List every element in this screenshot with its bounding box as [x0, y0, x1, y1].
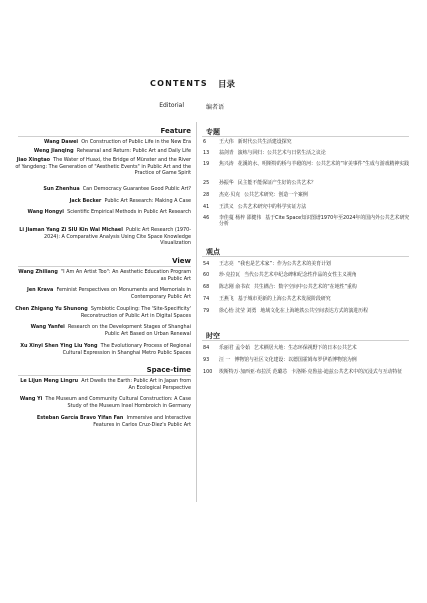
section-feature-en: Feature [160, 127, 191, 135]
page-number: 13 [203, 150, 210, 156]
contents-heading-zh: 目录 [218, 80, 236, 90]
toc-entry-en[interactable] [15, 396, 191, 409]
entry-title: 地域文化在上海地铁公共空间表达方式的演进历程 [260, 308, 368, 314]
entry-authors: 焦兴涛 [219, 161, 234, 167]
entry-title: 基于城市更新的上海公共艺术发展阶段研究 [237, 296, 331, 302]
entry-authors: 翁剑青 [219, 150, 234, 156]
toc-entry-en[interactable] [15, 198, 191, 205]
entry-title: 艺术栖居大地：生态环保视野下的日本公共艺术 [253, 345, 357, 351]
entry-authors: 埃斯特万·加西亚·布拉沃 范璐芯 [219, 369, 288, 375]
entry-authors: Wang Yanfei [30, 324, 65, 330]
entry-title: 民主能不能保证产生好的公共艺术？ [237, 180, 316, 186]
entry-title: The Evolutionary Process of Regional Cultural Expression in Shanghai Metro Public Spaces [62, 343, 191, 356]
page-number: 28 [203, 192, 210, 198]
entry-authors: Li Jiaman Yang Zi SIU Kin Wai Michael [19, 227, 123, 233]
page-number: 25 [203, 180, 210, 186]
page-number: 41 [203, 204, 210, 210]
entry-title: On Construction of Public Life in the New Era [81, 139, 191, 145]
entry-title: Public Art Research (1970-2024): A Comparative Analysis Using Cite Space Knowledge Visualization [43, 227, 191, 246]
entry-authors: Esteban García Bravo Yifan Fan [36, 415, 124, 421]
toc-entry-en[interactable] [15, 139, 191, 146]
entry-authors: Jack Becker [69, 198, 102, 204]
divider [18, 266, 191, 267]
entry-authors: 王大伟 [219, 139, 234, 145]
page-number: 46 [203, 215, 210, 221]
entry-title: 卡洛斯·克鲁兹-迪兹公共艺术中的沉浸式与互动特征 [291, 369, 403, 375]
page-number: 79 [203, 308, 210, 314]
section-view-en: View [172, 257, 191, 265]
entry-title: 新时代公共生活建设探究 [237, 139, 292, 145]
section-spacetime-zh: 时空 [206, 332, 220, 340]
toc-entry-en[interactable] [15, 157, 191, 177]
entry-title: Public Art Research: Making A Case [104, 198, 191, 204]
entry-authors: Wang Hongyi [27, 209, 64, 215]
page-number: 19 [203, 161, 210, 167]
entry-authors: 徐心怡 沈莹 刘勇 [219, 308, 257, 314]
entry-title: The Water of Huaxi, the Bridge of Münster and the River of Yangdeng: The Generation of "Aesthetic Events" in Public Art and the Practice of Game Spirit [15, 157, 191, 176]
entry-title: Rehearsal and Return: Public Art and Daily Life [76, 148, 191, 154]
entry-authors: 李佳蔓 杨梓 邵健伟 [219, 215, 262, 221]
entry-authors: 王志亮 [219, 261, 234, 267]
section-feature-zh: 专题 [206, 128, 220, 136]
entry-authors: 陈志刚 俞书农 [219, 284, 250, 290]
page-number: 60 [203, 272, 210, 278]
entry-authors: Jen Krava [27, 287, 54, 293]
toc-entry-en[interactable] [15, 324, 191, 337]
entry-title: 博物馆与社区文化建设：以德国霍姆布罗伊希博物馆为例 [234, 357, 357, 363]
section-view-zh: 观点 [206, 248, 220, 256]
toc-entry-en[interactable] [15, 209, 191, 216]
entry-authors: Jiao Xingtao [16, 157, 50, 163]
toc-entry-en[interactable] [15, 287, 191, 300]
editorial-link-zh[interactable]: 编者语 [206, 104, 225, 111]
section-spacetime-en: Space-time [146, 366, 191, 374]
toc-entry-en[interactable] [15, 415, 191, 428]
page-number: 6 [203, 139, 207, 145]
entry-authors: 王燕飞 [219, 296, 234, 302]
entry-authors: Wang Zhiliang [18, 269, 58, 275]
entry-title: Scientific Empirical Methods in Public Art Research [67, 209, 191, 215]
entry-authors: Xu Xinyi Shen Ying Liu Yong [20, 343, 98, 349]
page-number: 93 [203, 357, 210, 363]
entry-title: "I Am An Artist Too": An Aesthetic Education Program as Public Art [60, 269, 191, 282]
entry-authors: Le Lijun Meng Lingru [20, 378, 79, 384]
divider [202, 136, 409, 137]
entry-title: 花溪的水、明斯特的桥与羊磴的河：公共艺术的“审美事件”生成与游戏精神实践 [237, 161, 410, 167]
column-divider [196, 122, 197, 502]
page-number: 74 [203, 296, 210, 302]
editorial-link-en[interactable]: Editorial [159, 102, 184, 109]
entry-title: Research on the Development Stages of Shanghai Public Art Based on Urban Renewal [67, 324, 191, 337]
toc-entry-en[interactable] [15, 378, 191, 391]
page-number: 84 [203, 345, 210, 351]
entry-authors: Chen Zhigang Yu Shunong [15, 306, 88, 312]
entry-title: 公共艺术研究中的科学实证方法 [237, 204, 307, 210]
entry-title: Art Dwells the Earth: Public Art in Japan from An Ecological Perspective [81, 378, 191, 391]
page-number: 100 [203, 369, 213, 375]
entry-title: Feminist Perspectives on Monuments and Memorials in Contemporary Public Art [56, 287, 191, 300]
contents-heading-en: CONTENTS [150, 79, 208, 88]
entry-title: 共生耦合：数字空间中公共艺术的“在地性”重构 [253, 284, 357, 290]
toc-entry-en[interactable] [15, 343, 191, 356]
entry-authors: Weng Jianqing [33, 148, 74, 154]
page-number: 54 [203, 261, 210, 267]
entry-title: 当代公共艺术中纪念碑和纪念性作品的女性主义视角 [244, 272, 357, 278]
toc-entry-en[interactable] [15, 306, 191, 319]
divider [18, 136, 191, 137]
divider [202, 340, 409, 341]
entry-title: 基于Cite Space知识图谱1970年至2024年的国内外公共艺术研究分析 [219, 215, 410, 228]
entry-authors: 珍·克拉瓦 [219, 272, 241, 278]
entry-authors: 孙振华 [219, 180, 234, 186]
toc-entry-en[interactable] [15, 148, 191, 155]
entry-authors: 乐丽君 孟令茹 [219, 345, 250, 351]
entry-authors: 王洪义 [219, 204, 234, 210]
entry-title: Can Democracy Guarantee Good Public Art? [82, 186, 191, 192]
toc-entry-en[interactable] [15, 227, 191, 247]
entry-authors: 汪 一 [219, 357, 231, 363]
entry-title: “我也是艺术家”：作为公共艺术的美育计划 [237, 261, 331, 267]
divider [18, 375, 191, 376]
entry-title: The Museum and Community Cultural Construction: A Case Study of the Museum Insel Hombroich in Germany [45, 396, 191, 409]
entry-title: Symbiotic Coupling: The 'Site-Specificity' Reconstruction of Public Art in Digital Spaces [80, 306, 191, 319]
entry-title: 演练与回归：公共艺术与日常生活之议论 [237, 150, 326, 156]
page-number: 68 [203, 284, 210, 290]
divider [202, 256, 409, 257]
toc-entry-en[interactable] [15, 186, 191, 193]
entry-authors: Wang Dawei [44, 139, 79, 145]
entry-authors: Sun Zhenhua [43, 186, 80, 192]
toc-entry-en[interactable] [15, 269, 191, 282]
entry-title: 公共艺术研究：创造一个案例 [244, 192, 308, 198]
entry-authors: Wang Yi [19, 396, 43, 402]
entry-authors: 杰克·贝克 [219, 192, 241, 198]
entry-title: Immersive and Interactive Features in Carlos Cruz-Diez's Public Art [93, 415, 191, 428]
